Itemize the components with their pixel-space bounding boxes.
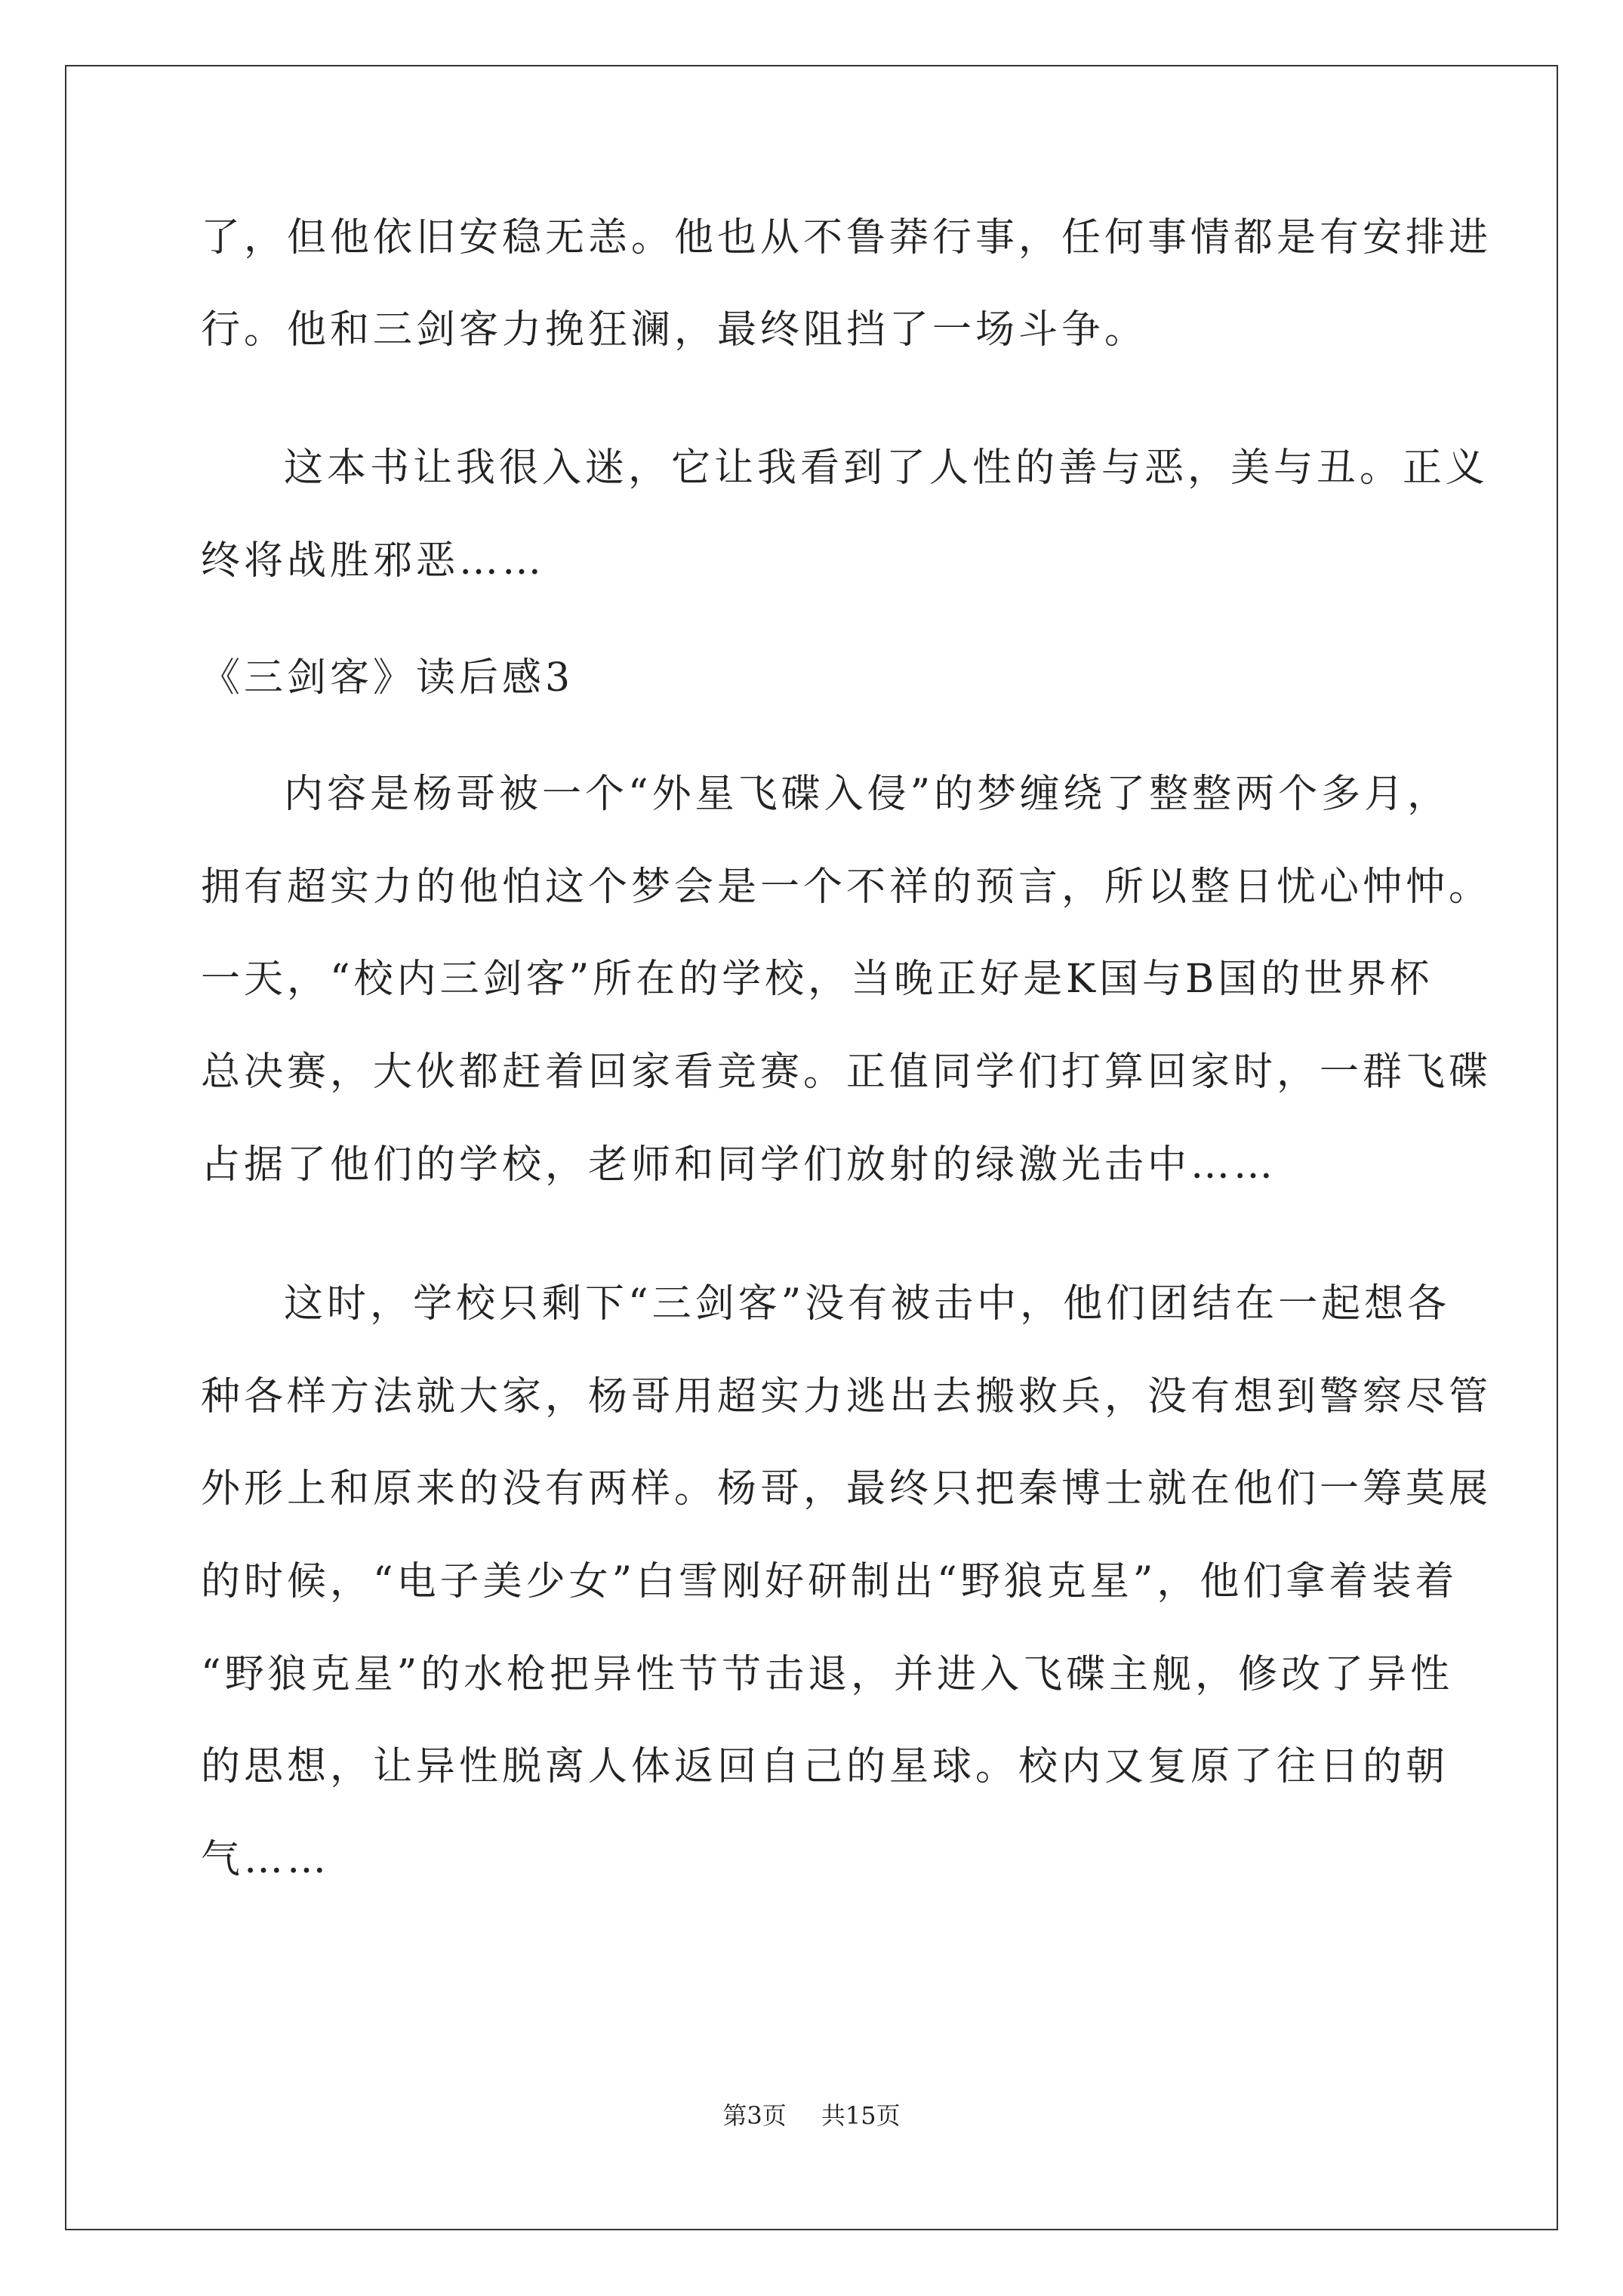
paragraph-1-line-1: 了，但他依旧安稳无恙。他也从不鲁莽行事，任何事情都是有安排进	[201, 215, 1492, 260]
paragraph-3-line-3: 一天，“校内三剑客”所在的学校，当晚正好是K国与B国的世界杯	[201, 957, 1434, 1002]
paragraph-3-line-4: 总决赛，大伙都赶着回家看竞赛。正值同学们打算回家时，一群飞碟	[201, 1049, 1492, 1095]
paragraph-4-line-4: 的时候，“电子美少女”白雪刚好研制出“野狼克星”，他们拿着装着	[201, 1559, 1458, 1604]
page-number-total: 共15页	[821, 2101, 901, 2130]
paragraph-3-line-2: 拥有超实力的他怕这个梦会是一个不祥的预言，所以整日忧心忡忡。	[201, 864, 1492, 910]
paragraph-4-line-7: 气……	[201, 1837, 331, 1882]
paragraph-4-line-5: “野狼克星”的水枪把异性节节击退，并进入飞碟主舰，修改了异性	[201, 1652, 1454, 1697]
page-number-current: 第3页	[722, 2101, 787, 2130]
paragraph-4-line-3: 外形上和原来的没有两样。杨哥，最终只把秦博士就在他们一筹莫展	[201, 1466, 1492, 1512]
paragraph-3-line-1: 内容是杨哥被一个“外星飞碟入侵”的梦缠绕了整整两个多月，	[284, 772, 1451, 817]
paragraph-1-line-2: 行。他和三剑客力挽狂澜，最终阻挡了一场斗争。	[201, 307, 1148, 353]
paragraph-3-line-5: 占据了他们的学校，老师和同学们放射的绿激光击中……	[201, 1142, 1277, 1188]
paragraph-4-line-1: 这时，学校只剩下“三剑客”没有被击中，他们团结在一起想各	[284, 1281, 1451, 1327]
paragraph-4-line-6: 的思想，让异性脱离人体返回自己的星球。校内又复原了往日的朝	[201, 1744, 1449, 1789]
paragraph-2-line-2: 终将战胜邪恶……	[201, 538, 546, 584]
page-footer	[0, 2100, 1623, 2131]
paragraph-4-line-2: 种各样方法就大家，杨哥用超实力逃出去搬救兵，没有想到警察尽管	[201, 1374, 1492, 1419]
section-heading: 《三剑客》读后感3	[201, 655, 574, 701]
paragraph-2-line-1: 这本书让我很入迷，它让我看到了人性的善与恶，美与丑。正义	[284, 445, 1489, 491]
